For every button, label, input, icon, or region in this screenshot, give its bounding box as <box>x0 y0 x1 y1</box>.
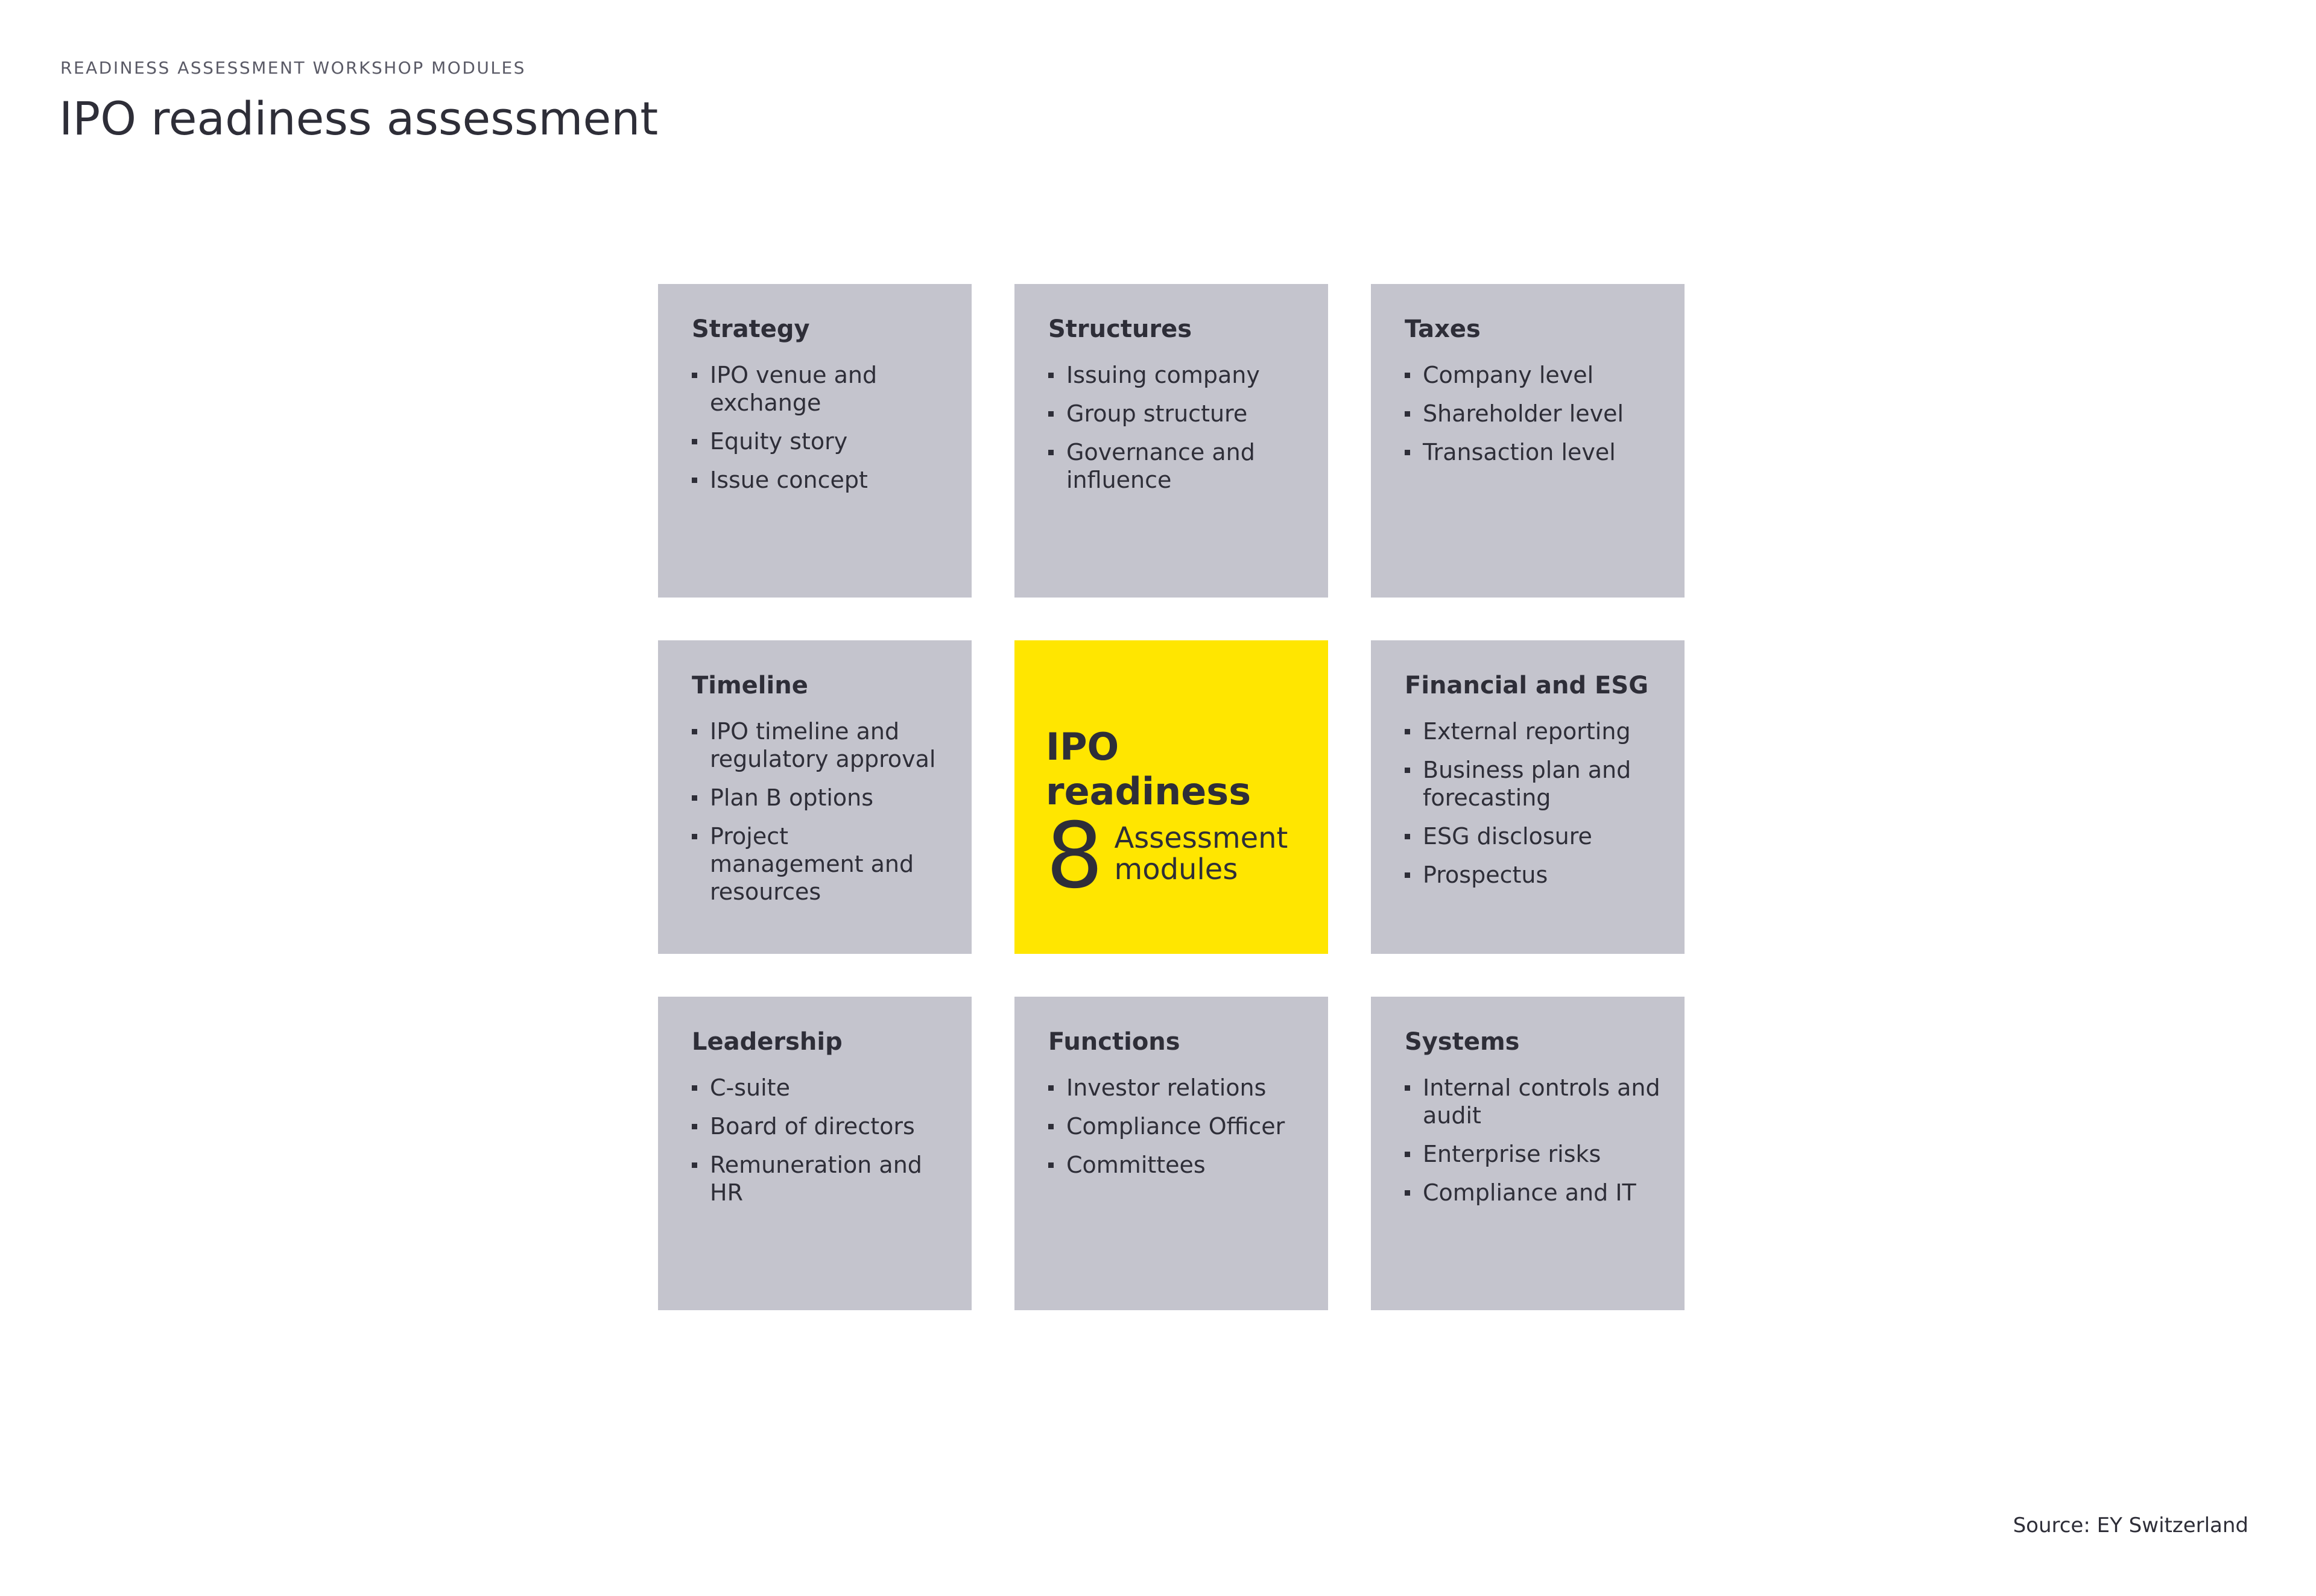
module-item-list <box>1048 361 1304 494</box>
module-item-list <box>1048 1074 1304 1179</box>
module-item: Committees <box>1048 1151 1304 1179</box>
module-item-list <box>692 1074 948 1206</box>
center-title: IPO readiness <box>1046 725 1251 813</box>
module-tile-financial-esg <box>1371 640 1685 954</box>
module-item-list <box>692 718 948 906</box>
module-item: Plan B options <box>692 784 948 812</box>
module-tile-timeline <box>658 640 972 954</box>
source-note: Source: EY Switzerland <box>2013 1513 2248 1538</box>
module-tile-functions <box>1014 997 1328 1310</box>
module-item: ESG disclosure <box>1405 822 1660 850</box>
module-title: Taxes <box>1405 315 1481 343</box>
module-item: Equity story <box>692 427 948 455</box>
module-item: Internal controls and audit <box>1405 1074 1660 1129</box>
module-item: Compliance Officer <box>1048 1112 1304 1140</box>
module-item: Project management and resources <box>692 822 948 906</box>
module-item: Board of directors <box>692 1112 948 1140</box>
module-count: 8 <box>1046 804 1101 909</box>
module-item-list <box>692 361 948 494</box>
module-title: Leadership <box>692 1028 843 1056</box>
module-item: Shareholder level <box>1405 400 1660 427</box>
module-title: Timeline <box>692 672 808 699</box>
module-item-list <box>1405 1074 1660 1206</box>
module-item: Business plan and forecasting <box>1405 756 1660 812</box>
module-item-list <box>1405 718 1660 889</box>
module-tile-taxes <box>1371 284 1685 598</box>
center-row <box>1046 804 1328 909</box>
module-item: IPO timeline and regulatory approval <box>692 718 948 773</box>
module-title: Functions <box>1048 1028 1180 1056</box>
module-item: Investor relations <box>1048 1074 1304 1102</box>
module-title: Systems <box>1405 1028 1520 1056</box>
module-title: Strategy <box>692 315 810 343</box>
module-item: Issuing company <box>1048 361 1304 389</box>
module-item: IPO venue and exchange <box>692 361 948 417</box>
module-tile-structures <box>1014 284 1328 598</box>
module-tile-leadership <box>658 997 972 1310</box>
module-item: Enterprise risks <box>1405 1140 1660 1168</box>
module-item: Group structure <box>1048 400 1304 427</box>
module-count-label: Assessment modules <box>1114 821 1288 886</box>
kicker: READINESS ASSESSMENT WORKSHOP MODULES <box>60 58 526 78</box>
center-tile-ipo-readiness <box>1014 640 1328 954</box>
page-title: IPO readiness assessment <box>59 92 659 145</box>
module-item: Issue concept <box>692 466 948 494</box>
module-tile-systems <box>1371 997 1685 1310</box>
module-title: Financial and ESG <box>1405 672 1649 699</box>
module-title: Structures <box>1048 315 1192 343</box>
module-tile-strategy <box>658 284 972 598</box>
module-item: Remuneration and HR <box>692 1151 948 1206</box>
module-item: External reporting <box>1405 718 1660 745</box>
module-item: Prospectus <box>1405 861 1660 889</box>
module-item: Governance and influence <box>1048 438 1304 494</box>
module-item: C-suite <box>692 1074 948 1102</box>
module-item: Company level <box>1405 361 1660 389</box>
module-item: Transaction level <box>1405 438 1660 466</box>
module-item-list <box>1405 361 1660 466</box>
module-item: Compliance and IT <box>1405 1179 1660 1206</box>
